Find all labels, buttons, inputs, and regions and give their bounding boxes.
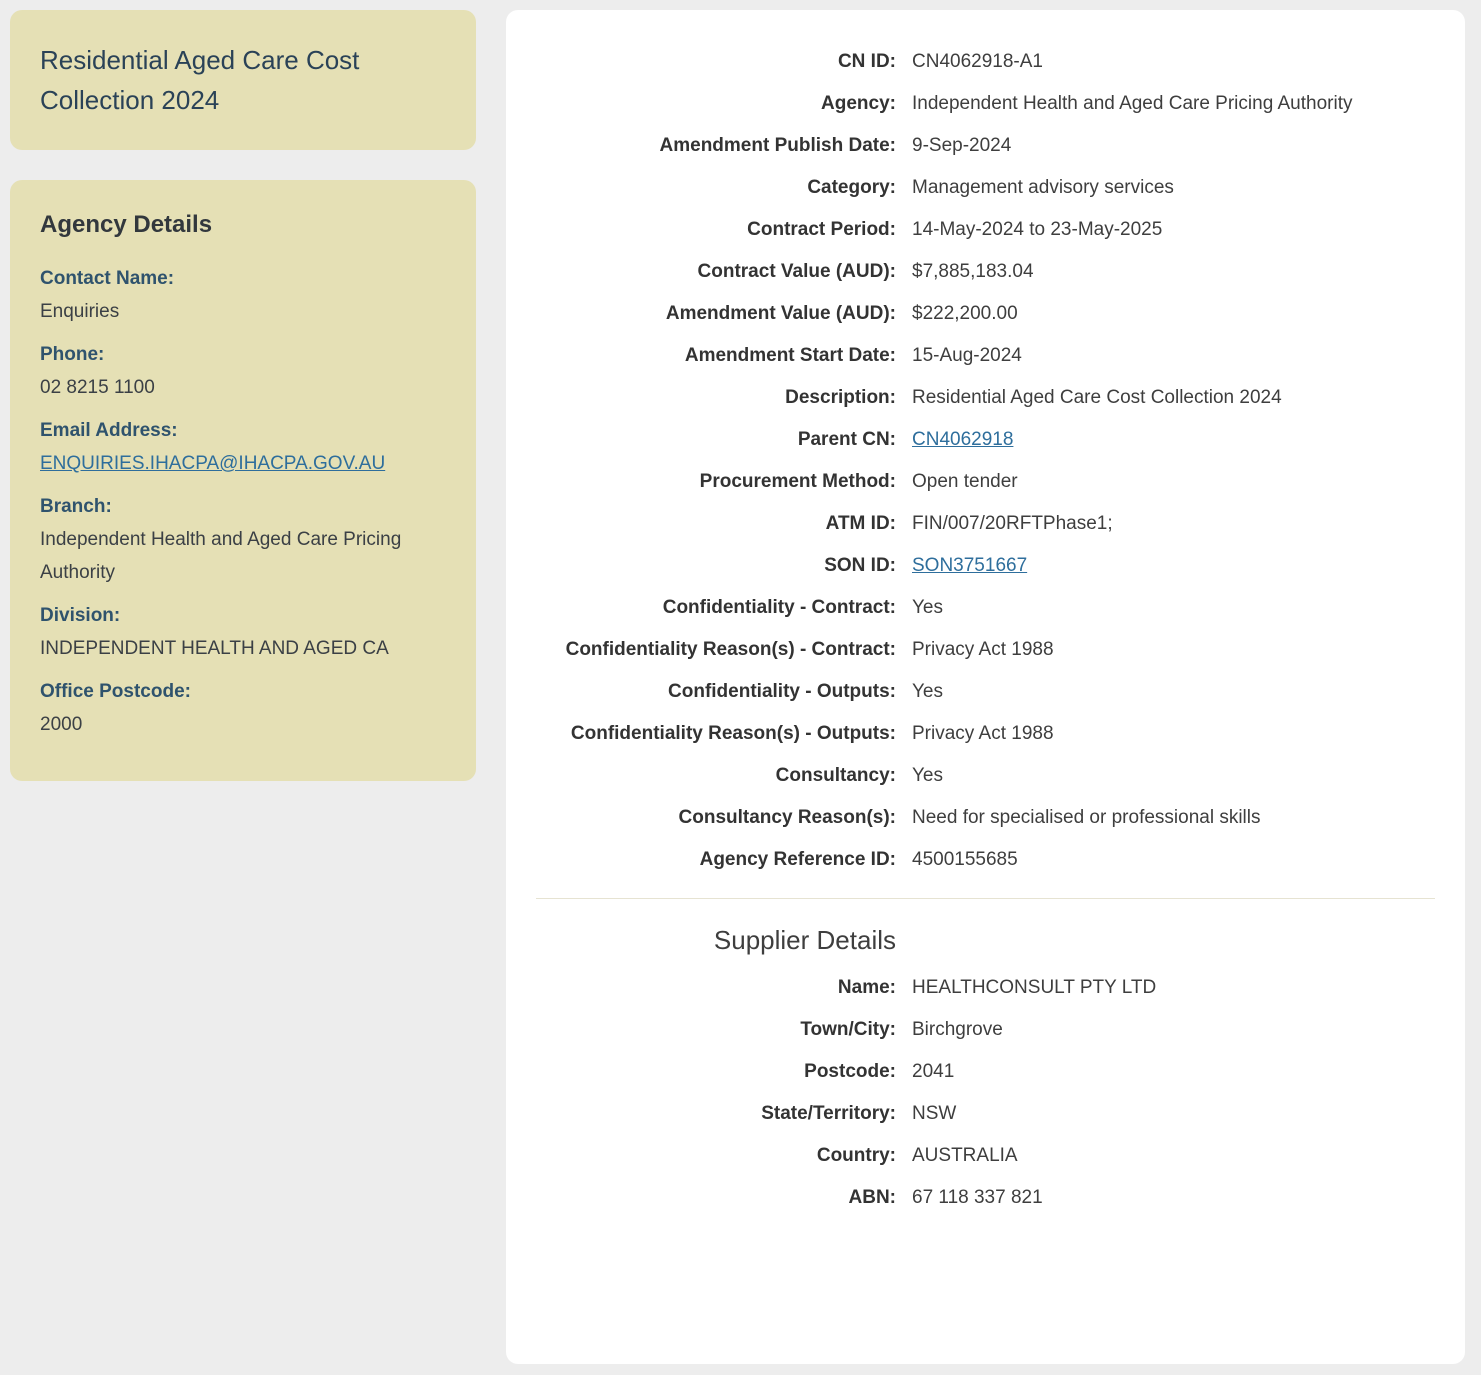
field-value: 2000: [40, 714, 83, 735]
field-row: [536, 549, 1435, 582]
field-value: HEALTHCONSULT PTY LTD: [912, 977, 1157, 998]
field-value: [912, 549, 1435, 582]
field-label: Confidentiality Reason(s) - Outputs:: [570, 723, 896, 744]
field-value: 15-Aug-2024: [912, 345, 1022, 366]
field-row: [536, 339, 1435, 372]
field-row: [536, 507, 1435, 540]
field-label: Contact Name:: [40, 268, 175, 289]
agency-details-panel: [10, 180, 476, 781]
field-row: [536, 1181, 1435, 1214]
field-label: Town/City:: [800, 1019, 896, 1040]
field-label: Confidentiality - Contract:: [662, 597, 896, 618]
field-value: FIN/007/20RFTPhase1;: [912, 513, 1113, 534]
field-value: [912, 423, 1435, 456]
field-label: Country:: [816, 1145, 896, 1166]
field-value: Privacy Act 1988: [912, 639, 1054, 660]
field-row: [536, 213, 1435, 246]
field-value-link[interactable]: CN4062918: [912, 429, 1014, 450]
field-value: 2041: [912, 1061, 955, 1082]
sidebar: [10, 10, 476, 781]
field-label: Contract Value (AUD):: [697, 261, 896, 282]
field-label: Branch:: [40, 496, 112, 517]
field-value: Birchgrove: [912, 1019, 1003, 1040]
supplier-details-heading-row: [536, 924, 1435, 957]
field-label: Division:: [40, 605, 121, 626]
field-row: [536, 423, 1435, 456]
field-row: [536, 45, 1435, 78]
agency-field-group: [40, 262, 446, 328]
field-label: Email Address:: [40, 420, 178, 441]
field-value: $222,200.00: [912, 303, 1018, 324]
field-label: Amendment Publish Date:: [659, 135, 896, 156]
contract-details: [536, 45, 1435, 876]
field-value: 14-May-2024 to 23-May-2025: [912, 219, 1163, 240]
field-row: [536, 381, 1435, 414]
field-value-link[interactable]: ENQUIRIES.IHACPA@IHACPA.GOV.AU: [40, 453, 386, 474]
field-row: [536, 843, 1435, 876]
field-label: CN ID:: [837, 51, 896, 72]
field-value: Yes: [912, 681, 943, 702]
agency-field-group: [40, 599, 446, 665]
field-label: Contract Period:: [747, 219, 896, 240]
supplier-details-heading: Supplier Details: [713, 925, 896, 955]
field-row: [536, 255, 1435, 288]
field-label: Amendment Value (AUD):: [665, 303, 896, 324]
field-value: Management advisory services: [912, 177, 1174, 198]
field-label: Consultancy:: [775, 765, 896, 786]
field-row: [536, 1139, 1435, 1172]
field-value: 9-Sep-2024: [912, 135, 1012, 156]
field-value: 02 8215 1100: [40, 377, 155, 398]
field-value-link[interactable]: SON3751667: [912, 555, 1028, 576]
field-row: [536, 1055, 1435, 1088]
field-label: Phone:: [40, 344, 105, 365]
field-label: State/Territory:: [761, 1103, 896, 1124]
field-row: [536, 717, 1435, 750]
field-label: Category:: [807, 177, 896, 198]
field-row: [536, 591, 1435, 624]
field-value: INDEPENDENT HEALTH AND AGED CA: [40, 638, 389, 659]
agency-fields: [40, 262, 446, 741]
section-divider: [536, 898, 1435, 899]
field-label: Confidentiality Reason(s) - Contract:: [565, 639, 896, 660]
field-value: Privacy Act 1988: [912, 723, 1054, 744]
field-row: [536, 465, 1435, 498]
field-row: [536, 675, 1435, 708]
field-row: [536, 171, 1435, 204]
field-row: [536, 1097, 1435, 1130]
field-value: Enquiries: [40, 301, 120, 322]
field-value: Yes: [912, 765, 943, 786]
agency-details-heading: Agency Details: [40, 211, 213, 238]
field-row: [536, 297, 1435, 330]
field-value: $7,885,183.04: [912, 261, 1034, 282]
field-value: Independent Health and Aged Care Pricing Authority: [912, 93, 1353, 114]
field-label: Agency:: [821, 93, 896, 114]
field-label: Office Postcode:: [40, 681, 191, 702]
field-value: 4500155685: [912, 849, 1018, 870]
field-label: Name:: [837, 977, 896, 998]
field-value: Open tender: [912, 471, 1018, 492]
field-row: [536, 1013, 1435, 1046]
field-row: [536, 633, 1435, 666]
field-value: Residential Aged Care Cost Collection 2024: [912, 387, 1282, 408]
page-title-panel: [10, 10, 476, 150]
agency-field-group: [40, 675, 446, 741]
supplier-heading-spacer: [912, 924, 1435, 957]
field-value: [40, 447, 446, 480]
field-label: Postcode:: [804, 1061, 896, 1082]
page-title: Residential Aged Care Cost Collection 2024: [40, 45, 360, 115]
field-value: CN4062918-A1: [912, 51, 1043, 72]
supplier-details: [536, 971, 1435, 1214]
field-value: AUSTRALIA: [912, 1145, 1018, 1166]
agency-field-group: [40, 338, 446, 404]
contract-notice-card: [506, 10, 1465, 1364]
field-label: Description:: [785, 387, 896, 408]
field-label: Procurement Method:: [699, 471, 896, 492]
agency-field-group: [40, 414, 446, 480]
field-label: Consultancy Reason(s):: [678, 807, 896, 828]
field-row: [536, 87, 1435, 120]
field-row: [536, 129, 1435, 162]
field-value: NSW: [912, 1103, 957, 1124]
field-value: Independent Health and Aged Care Pricing Authority: [40, 529, 402, 583]
field-row: [536, 801, 1435, 834]
field-label: Amendment Start Date:: [684, 345, 896, 366]
field-label: SON ID:: [824, 555, 896, 576]
field-label: Confidentiality - Outputs:: [668, 681, 896, 702]
field-value: Yes: [912, 597, 943, 618]
field-value: 67 118 337 821: [912, 1187, 1043, 1208]
agency-field-group: [40, 490, 446, 589]
field-row: [536, 971, 1435, 1004]
field-label: ABN:: [848, 1187, 896, 1208]
field-label: Parent CN:: [797, 429, 896, 450]
field-value: Need for specialised or professional skills: [912, 807, 1261, 828]
field-label: Agency Reference ID:: [699, 849, 896, 870]
field-label: ATM ID:: [825, 513, 896, 534]
field-row: [536, 759, 1435, 792]
